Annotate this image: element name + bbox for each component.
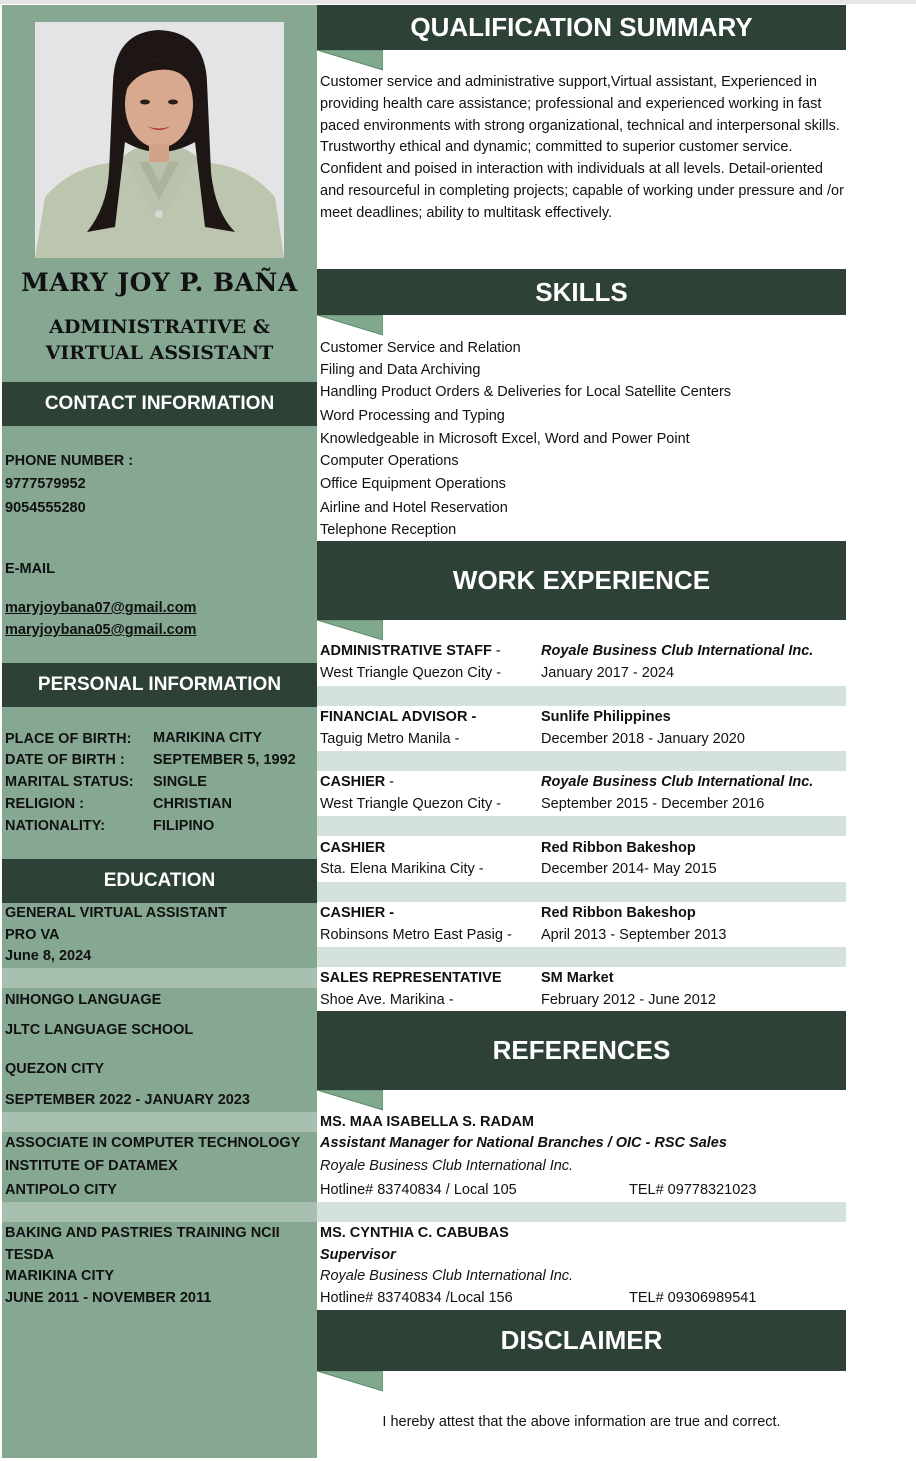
education-line: MARIKINA CITY — [5, 1268, 115, 1284]
education-separator — [2, 1112, 317, 1132]
job-company: Red Ribbon Bakeshop — [541, 905, 696, 921]
job-company: Red Ribbon Bakeshop — [541, 840, 696, 856]
ribbon-flag-icon — [317, 1090, 383, 1112]
education-separator — [2, 1202, 317, 1222]
skill-item: Customer Service and Relation — [320, 340, 521, 356]
job-position: ADMINISTRATIVE STAFF - — [320, 643, 501, 659]
ribbon-flag-icon — [317, 315, 383, 337]
education-line: GENERAL VIRTUAL ASSISTANT — [5, 905, 227, 921]
skill-item: Word Processing and Typing — [320, 408, 505, 424]
education-line: JUNE 2011 - NOVEMBER 2011 — [5, 1290, 212, 1306]
education-line: JLTC LANGUAGE SCHOOL — [5, 1022, 194, 1038]
job-location: West Triangle Quezon City - — [320, 796, 502, 812]
education-line: ANTIPOLO CITY — [5, 1182, 117, 1198]
phone-number-2[interactable]: 9054555280 — [5, 500, 86, 516]
job-title — [2, 314, 317, 366]
personal-value: SINGLE — [153, 774, 207, 790]
job-dates: January 2017 - 2024 — [541, 665, 675, 681]
job-location: Taguig Metro Manila - — [320, 731, 460, 747]
skills-heading: SKILLS — [317, 269, 846, 315]
row-separator — [317, 816, 846, 836]
reference-tel: TEL# 09306989541 — [629, 1290, 757, 1306]
education-line: BAKING AND PASTRIES TRAINING NCII — [5, 1225, 280, 1241]
education-line: NIHONGO LANGUAGE — [5, 992, 162, 1008]
reference-role: Supervisor — [320, 1247, 396, 1263]
personal-value: SEPTEMBER 5, 1992 — [153, 752, 296, 768]
job-dates: April 2013 - September 2013 — [541, 927, 727, 943]
skill-item: Office Equipment Operations — [320, 476, 506, 492]
job-location: Sta. Elena Marikina City - — [320, 861, 484, 877]
disclaimer-text: I hereby attest that the above information are true and correct. — [382, 1414, 781, 1430]
job-company: Royale Business Club International Inc. — [541, 643, 814, 659]
education-separator — [2, 968, 317, 988]
email-link-1[interactable]: maryjoybana07@gmail.com — [5, 600, 197, 616]
reference-hotline: Hotline# 83740834 /Local 156 — [320, 1290, 513, 1306]
job-company: SM Market — [541, 970, 614, 986]
personal-label: PLACE OF BIRTH: — [5, 731, 132, 747]
job-title-line-1: ADMINISTRATIVE & — [49, 316, 270, 338]
reference-role: Assistant Manager for National Branches / OIC - RSC Sales — [320, 1135, 727, 1151]
job-dates: February 2012 - June 2012 — [541, 992, 716, 1008]
phone-number-1[interactable]: 9777579952 — [5, 476, 86, 492]
education-line: SEPTEMBER 2022 - JANUARY 2023 — [5, 1092, 250, 1108]
profile-photo — [35, 22, 284, 258]
personal-label: NATIONALITY: — [5, 818, 106, 834]
education-line: June 8, 2024 — [5, 948, 92, 964]
reference-hotline: Hotline# 83740834 / Local 105 — [320, 1182, 517, 1198]
email-link-2[interactable]: maryjoybana05@gmail.com — [5, 622, 197, 638]
phone-label: PHONE NUMBER : — [5, 453, 134, 469]
job-position: CASHIER - — [320, 774, 395, 790]
job-dates: December 2014- May 2015 — [541, 861, 717, 877]
skill-item: Knowledgeable in Microsoft Excel, Word and Power Point — [320, 431, 690, 447]
ribbon-flag-icon — [317, 620, 383, 642]
personal-label: DATE OF BIRTH : — [5, 752, 125, 768]
personal-value: CHRISTIAN — [153, 796, 232, 812]
row-separator — [317, 686, 846, 706]
summary-heading: QUALIFICATION SUMMARY — [317, 5, 846, 50]
personal-label: RELIGION : — [5, 796, 84, 812]
reference-company: Royale Business Club International Inc. — [320, 1268, 574, 1284]
references-heading: REFERENCES — [317, 1011, 846, 1090]
job-title-line-2: VIRTUAL ASSISTANT — [45, 342, 274, 364]
education-line: ASSOCIATE IN COMPUTER TECHNOLOGY — [5, 1135, 301, 1151]
row-separator — [317, 751, 846, 771]
job-position: CASHIER — [320, 840, 386, 856]
job-position: FINANCIAL ADVISOR - — [320, 709, 477, 725]
job-dates: September 2015 - December 2016 — [541, 796, 765, 812]
reference-name: MS. CYNTHIA C. CABUBAS — [320, 1225, 509, 1241]
skill-item: Handling Product Orders & Deliveries for Local Satellite Centers — [320, 384, 732, 400]
summary-text: Customer service and administrative support,Virtual assistant, Experienced in providing health care assistance; professional and experienced working in fast paced environments with strong organizational, technical and interpersonal skills. Trustworthy ethical and dynamic; committed to superior customer service. Confident and poised in interaction with individuals at all levels. Detail-oriented and resourceful in completing projects; capable of working under pressure and /or meet deadlines; ability to multitask effectively. — [320, 74, 844, 221]
top-border — [0, 0, 916, 4]
full-name: MARY JOY P. BAÑA — [21, 268, 298, 297]
job-location: Robinsons Metro East Pasig - — [320, 927, 512, 943]
personal-value: MARIKINA CITY — [153, 730, 263, 746]
reference-name: MS. MAA ISABELLA S. RADAM — [320, 1114, 535, 1130]
skill-item: Filing and Data Archiving — [320, 362, 481, 378]
skill-item: Telephone Reception — [320, 522, 457, 538]
reference-company: Royale Business Club International Inc. — [320, 1158, 574, 1174]
work-heading: WORK EXPERIENCE — [317, 541, 846, 620]
email-label: E-MAIL — [5, 561, 55, 577]
education-line: PRO VA — [5, 927, 60, 943]
job-dates: December 2018 - January 2020 — [541, 731, 745, 747]
ribbon-flag-icon — [317, 1371, 383, 1393]
job-company: Royale Business Club International Inc. — [541, 774, 814, 790]
education-heading: EDUCATION — [2, 859, 317, 903]
job-position: CASHIER - — [320, 905, 395, 921]
row-separator — [317, 882, 846, 902]
personal-label: MARITAL STATUS: — [5, 774, 134, 790]
disclaimer-heading: DISCLAIMER — [317, 1310, 846, 1371]
job-location: West Triangle Quezon City - — [320, 665, 502, 681]
portrait-illustration — [35, 22, 284, 258]
education-line: TESDA — [5, 1247, 55, 1263]
job-position: SALES REPRESENTATIVE — [320, 970, 502, 986]
row-separator — [317, 1202, 846, 1222]
job-location: Shoe Ave. Marikina - — [320, 992, 454, 1008]
education-line: QUEZON CITY — [5, 1061, 105, 1077]
job-company: Sunlife Philippines — [541, 709, 671, 725]
row-separator — [317, 947, 846, 967]
contact-heading: CONTACT INFORMATION — [2, 382, 317, 426]
personal-heading: PERSONAL INFORMATION — [2, 663, 317, 707]
ribbon-flag-icon — [317, 50, 383, 72]
education-line: INSTITUTE OF DATAMEX — [5, 1158, 178, 1174]
skill-item: Airline and Hotel Reservation — [320, 500, 508, 516]
personal-value: FILIPINO — [153, 818, 215, 834]
skill-item: Computer Operations — [320, 453, 459, 469]
reference-tel: TEL# 09778321023 — [629, 1182, 757, 1198]
